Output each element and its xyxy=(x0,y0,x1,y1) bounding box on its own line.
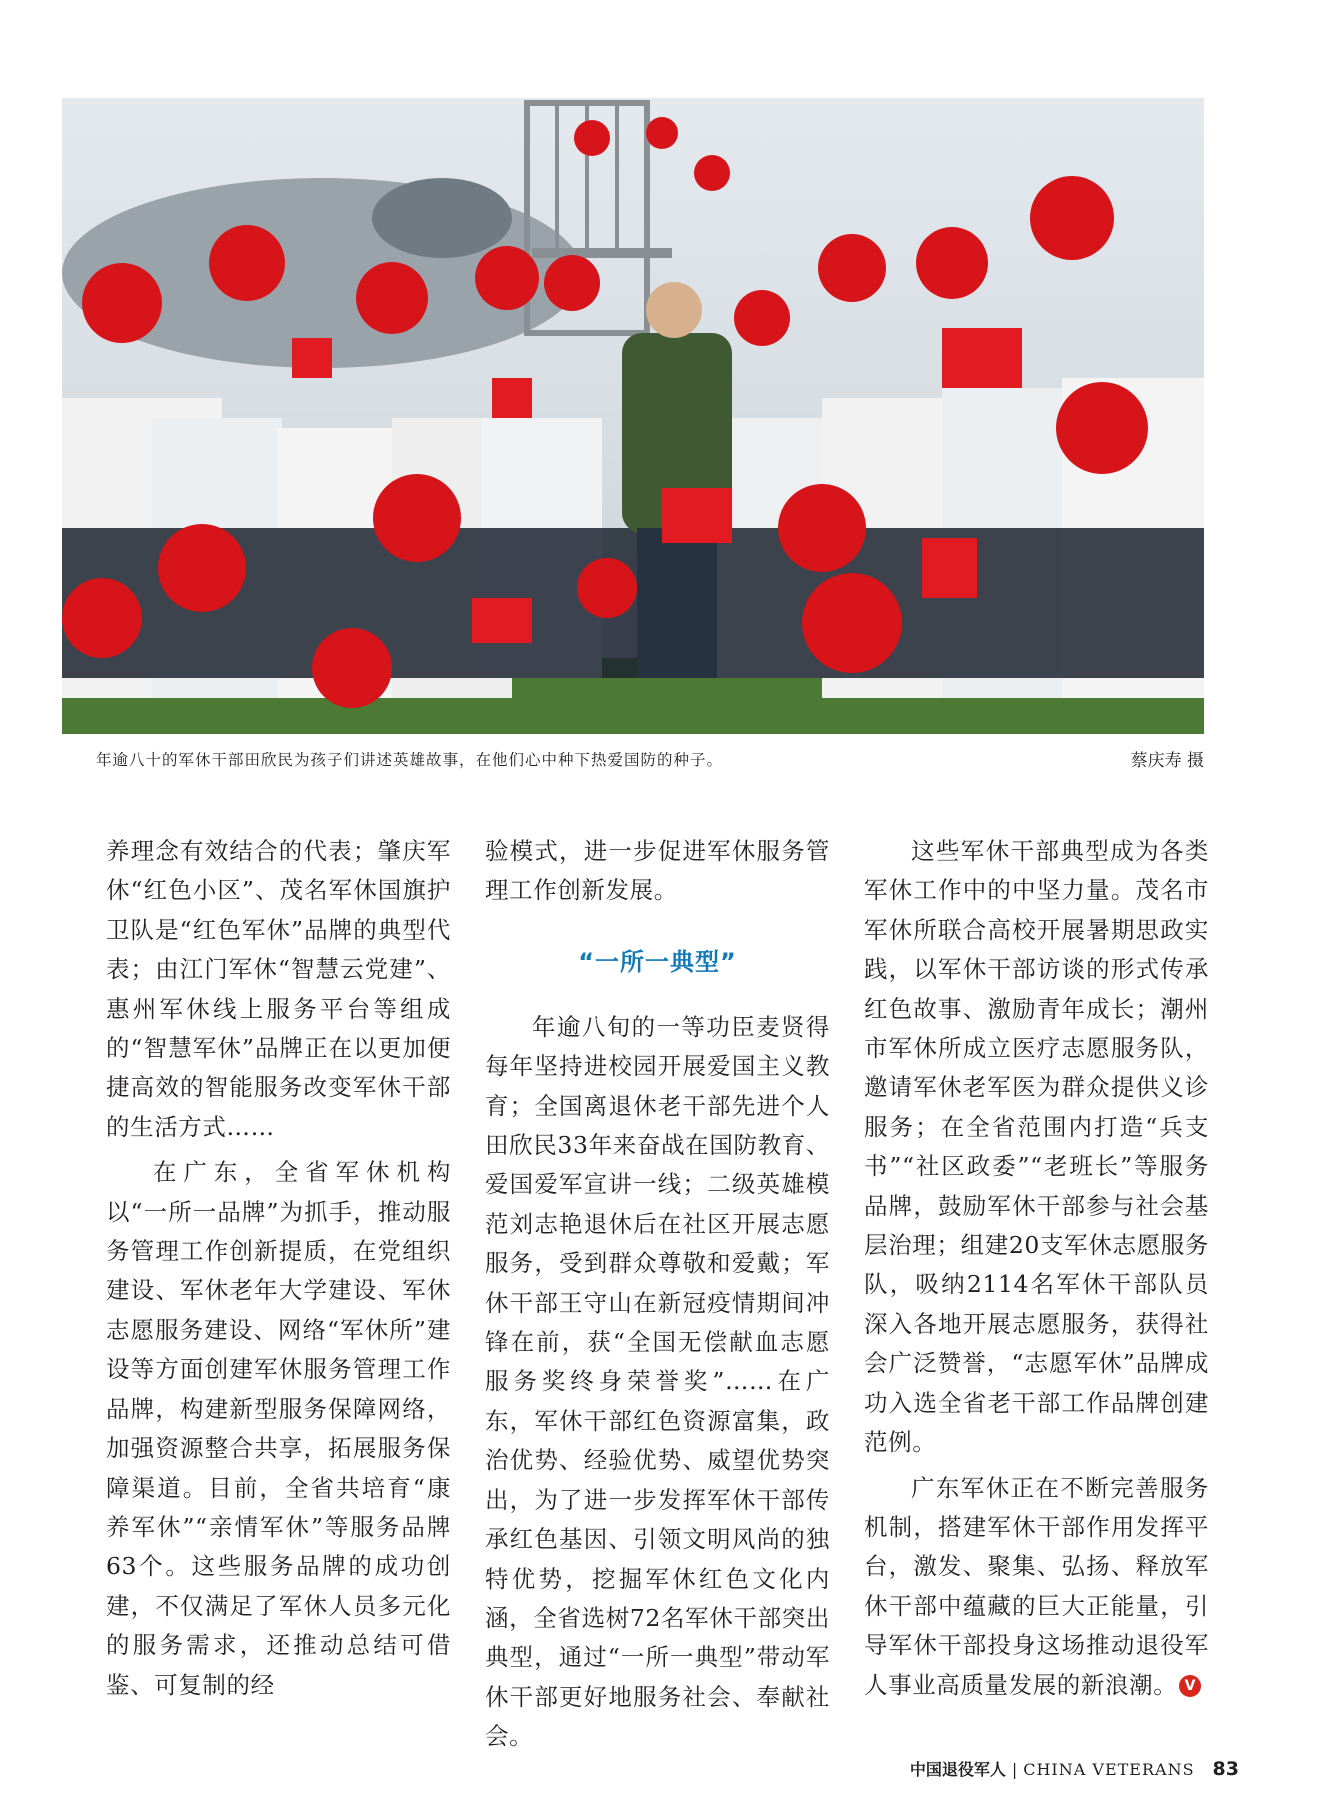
footer-separator: | xyxy=(1011,1760,1018,1779)
article-column-1 xyxy=(106,832,451,1705)
paragraph-final xyxy=(864,1469,1209,1705)
article-end-icon: V xyxy=(1179,1675,1201,1697)
caption-text: 年逾八十的军休干部田欣民为孩子们讲述英雄故事，在他们心中种下热爱国防的种子。 xyxy=(96,751,724,769)
article-column-3 xyxy=(864,832,1209,1705)
page-number: 83 xyxy=(1212,1758,1239,1780)
photo-credit: 蔡庆寿 摄 xyxy=(1130,751,1204,771)
article-column-2 xyxy=(485,832,830,1757)
veteran-figure xyxy=(622,282,732,678)
aircraft-canopy xyxy=(372,178,512,258)
section-subheading: “一所一典型” xyxy=(578,947,737,976)
photo-illustration xyxy=(62,98,1204,734)
paragraph: 在广东，全省军休机构以“一所一品牌”为抓手，推动服务管理工作创新提质，在党组织建设、军休老年大学建设、军休志愿服务建设、网络“军休所”建设等方面创建军休服务管理工作品牌，构建新型服务保障网络，加强资源整合共享，拓展服务保障渠道。目前，全省共培育“康养军休”“亲情军休”等服务品牌63个。这些服务品牌的成功创建，不仅满足了军休人员多元化的服务需求，还推动总结可借鉴、可复制的经 xyxy=(106,1158,451,1699)
paragraph: 验模式，进一步促进军休服务管理工作创新发展。 xyxy=(485,837,830,905)
magazine-name-en: CHINA VETERANS xyxy=(1023,1760,1195,1779)
feature-photo xyxy=(62,98,1204,734)
page-footer xyxy=(910,1757,1239,1781)
paragraph: 养理念有效结合的代表；肇庆军休“红色小区”、茂名军休国旗护卫队是“红色军休”品牌的典型代表；由江门军休“智慧云党建”、惠州军休线上服务平台等组成的“智慧军休”品牌正在以更加便捷高效的智能服务改变军休干部的生活方式…… xyxy=(106,837,451,1141)
paragraph: 年逾八旬的一等功臣麦贤得每年坚持进校园开展爱国主义教育；全国离退休老干部先进个人田欣民33年来奋战在国防教育、爱国爱军宣讲一线；二级英雄模范刘志艳退休后在社区开展志愿服务，受到群众尊敬和爱戴；军休干部王守山在新冠疫情期间冲锋在前，获“全国无偿献血志愿服务奖终身荣誉奖”……在广东，军休干部红色资源富集，政治优势、经验优势、威望优势突出，为了进一步发挥军休干部传承红色基因、引领文明风尚的独特优势，挖掘军休红色文化内涵，全省选树72名军休干部突出典型，通过“一所一典型”带动军休干部更好地服务社会、奉献社会。 xyxy=(485,1012,830,1751)
photo-caption xyxy=(62,744,1204,772)
paragraph-text: 广东军休正在不断完善服务机制，搭建军休干部作用发挥平台，激发、聚集、弘扬、释放军休干部中蕴藏的巨大正能量，引导军休干部投身这场推动退役军人事业高质量发展的新浪潮。 xyxy=(864,1473,1209,1699)
paragraph: 这些军休干部典型成为各类军休工作中的中坚力量。茂名市军休所联合高校开展暑期思政实践，以军休干部访谈的形式传承红色故事、激励青年成长；潮州市军休所成立医疗志愿服务队，邀请军休老军医为群众提供义诊服务；在全省范围内打造“兵支书”“社区政委”“老班长”等服务品牌，鼓励军休干部参与社会基层治理；组建20支军休志愿服务队，吸纳2114名军休干部队员深入各地开展志愿服务，获得社会广泛赞誉，“志愿军休”品牌成功入选全省老干部工作品牌创建范例。 xyxy=(864,837,1209,1457)
magazine-name-cn: 中国退役军人 xyxy=(909,1760,1006,1779)
